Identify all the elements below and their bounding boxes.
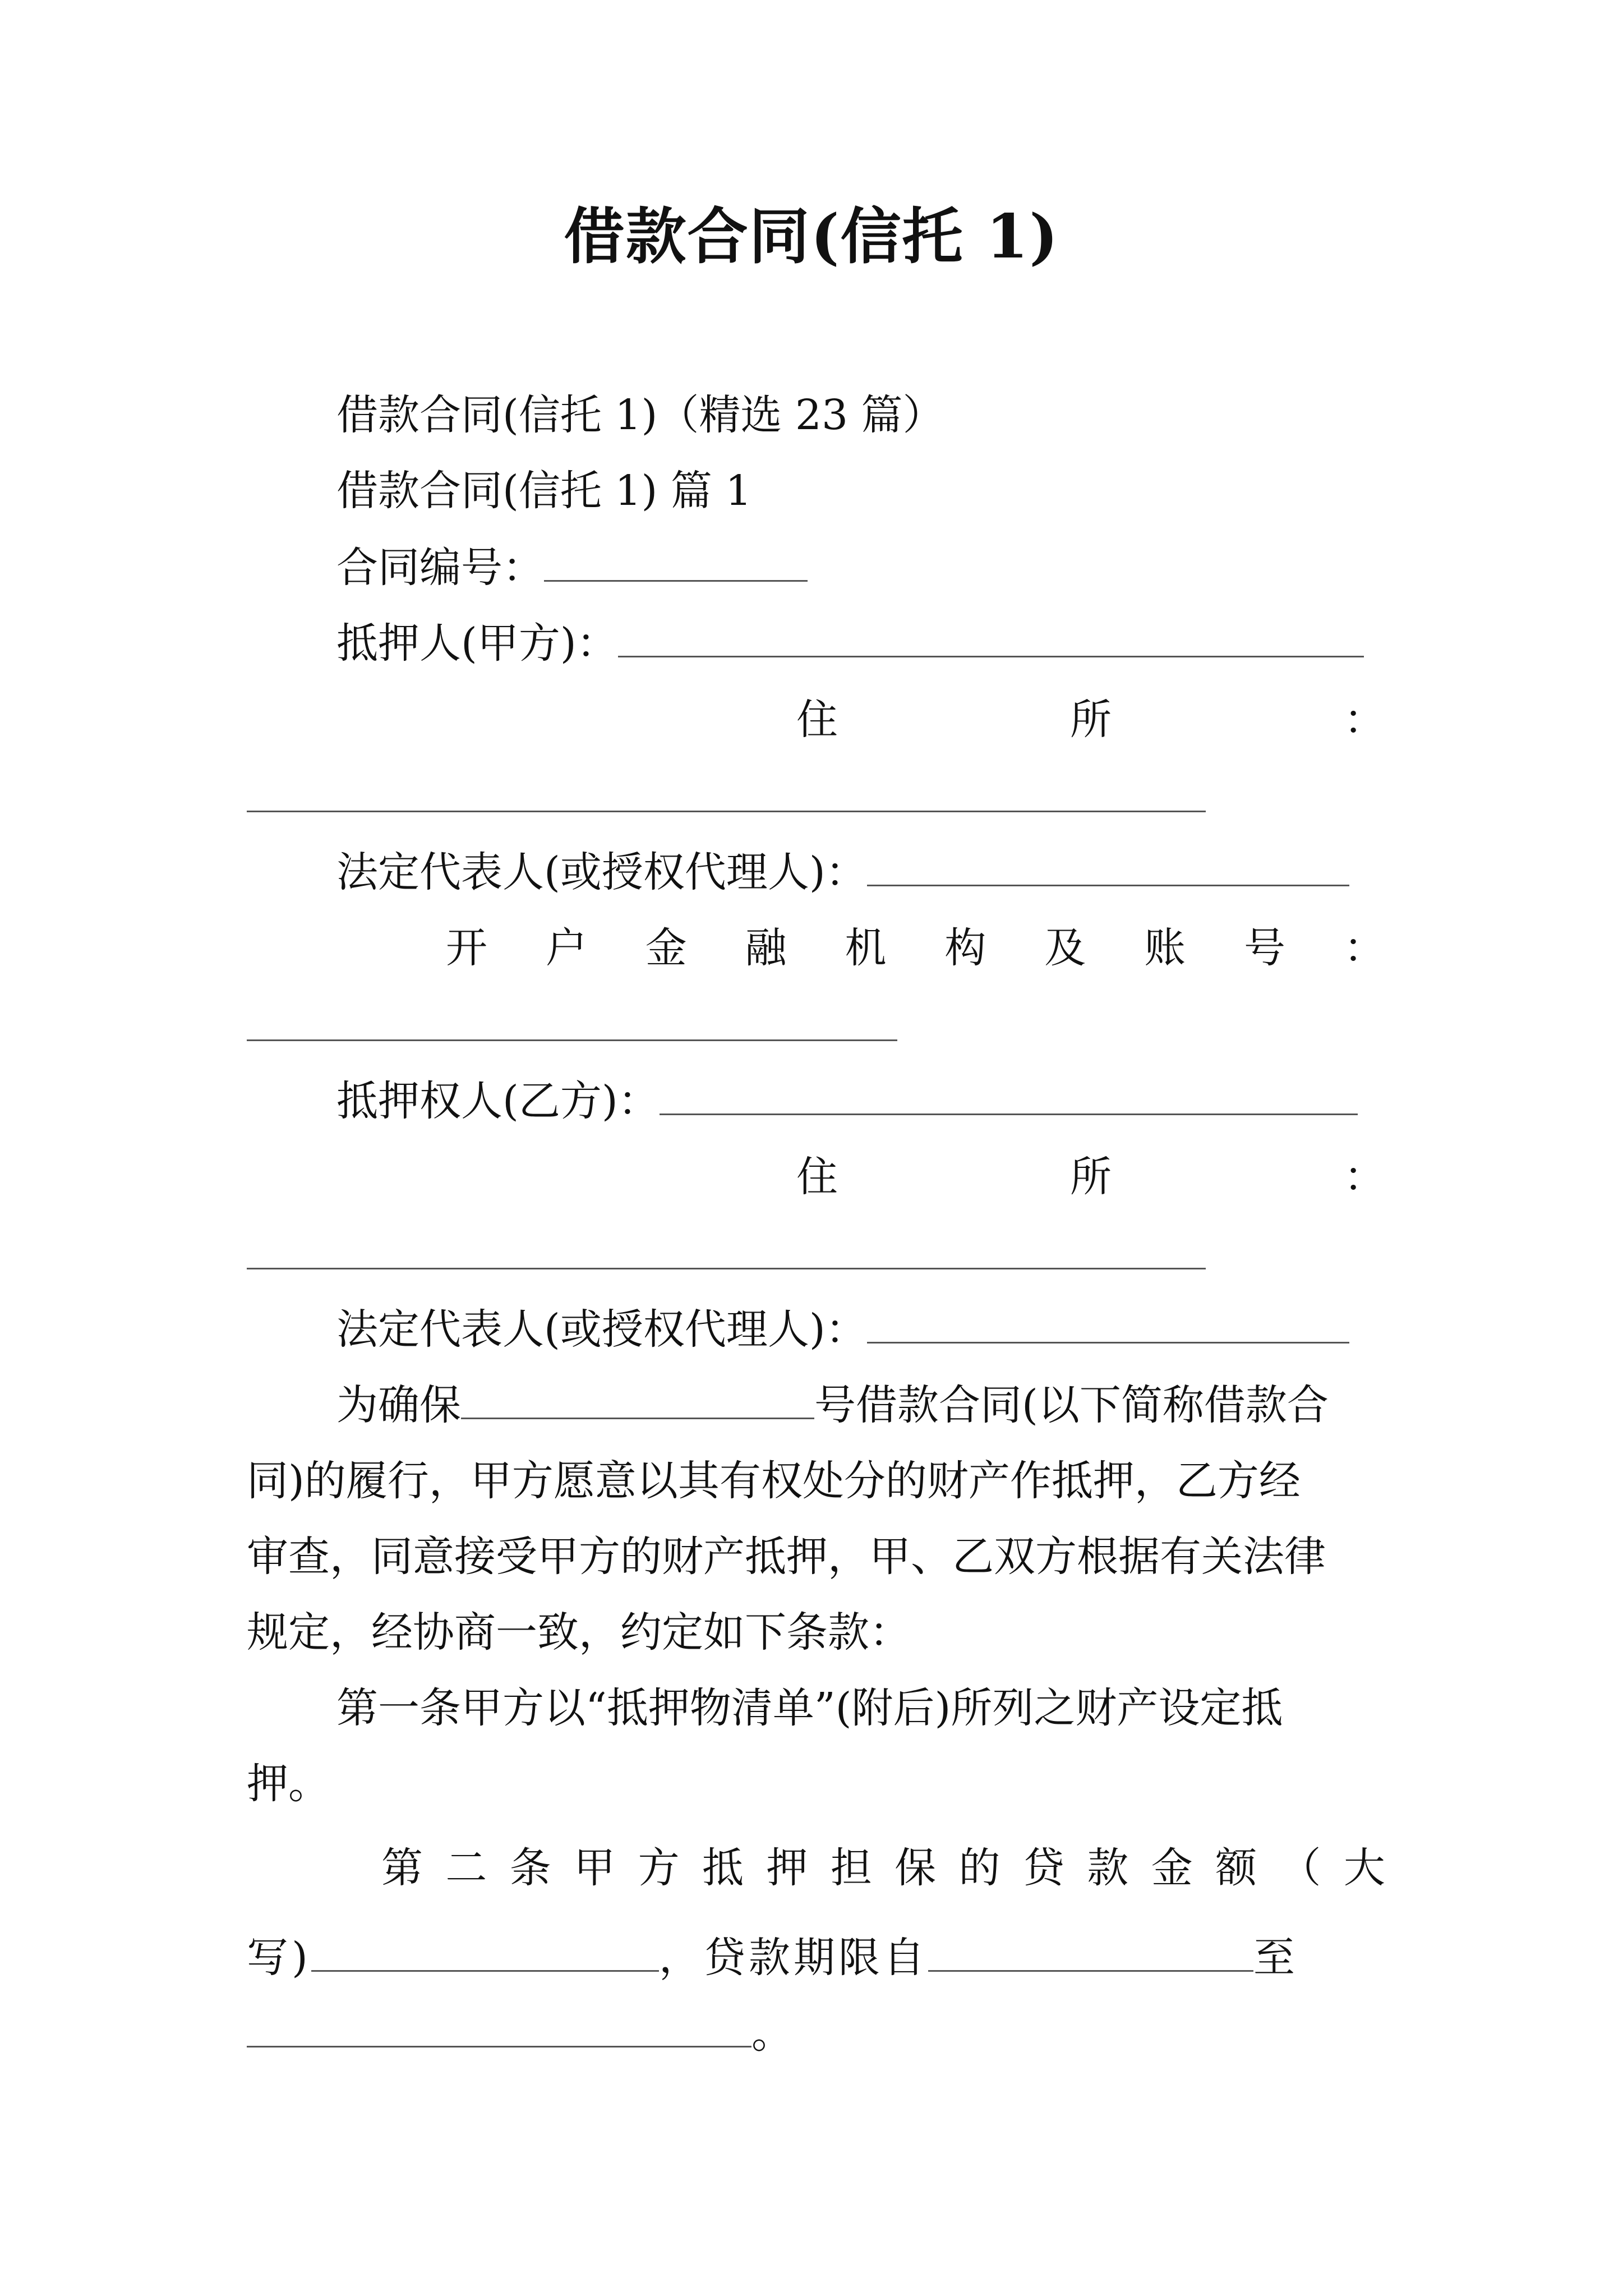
body-para1-line1 [336,1377,1329,1433]
mortgagor-blank [618,621,1364,657]
document-subtitle: 借款合同(信托 1)（精选 23 篇） [336,391,944,439]
address-blank-1 [247,811,1206,812]
bank-account-char: 机 [845,924,887,972]
bank-account-char: ： [1343,924,1385,972]
article2-char: 贷 [1022,1844,1064,1892]
article2-char: 的 [958,1844,1000,1892]
document-title: 借款合同(信托 1) [564,201,1059,272]
loan-amount-blank [311,1935,659,1972]
address-row-2 [796,1149,1385,1205]
article2-char: 额 [1215,1844,1257,1892]
article2-char: 二 [445,1844,487,1892]
article2-char: 担 [830,1844,872,1892]
address-char: 住 [796,1153,838,1201]
para-text: 至 [1253,1934,1298,1982]
mortgagee-row [336,1073,1358,1129]
legal-rep-blank [867,850,1349,886]
article2-char: 保 [895,1844,937,1892]
contract-number-label: 合同编号： [336,544,544,592]
bank-account-blank [247,1039,897,1041]
section-heading: 借款合同(信托 1) 篇 1 [336,467,752,515]
legal-rep-blank [867,1307,1349,1343]
address-char: 所 [1070,1153,1112,1201]
bank-account-char: 融 [745,924,787,972]
article2-line1 [381,1840,1385,1896]
loan-term-start-blank [928,1935,1253,1972]
bank-account-char: 开 [446,924,487,972]
article1-line2: 押。 [247,1760,330,1808]
article2-char: 款 [1087,1844,1129,1892]
body-para1-line3: 审查，同意接受甲方的财产抵押，甲、乙双方根据有关法律 [247,1533,1326,1581]
address-char: ： [1344,1153,1385,1201]
article2-char: 大 [1343,1844,1385,1892]
article2-char: 甲 [574,1844,616,1892]
bank-account-char: 号 [1244,924,1285,972]
contract-number-row [336,540,808,596]
loan-term-end-blank [247,2011,751,2047]
para-text: 。 [751,2009,793,2058]
legal-rep-row-2 [336,1301,1349,1358]
loan-contract-no-blank [461,1383,814,1419]
mortgagor-label: 抵押人(甲方)： [336,619,618,668]
legal-rep-label: 法定代表人(或授权代理人)： [336,848,867,896]
article2-char: 条 [509,1844,551,1892]
article2-line3 [247,2005,793,2062]
article1-line1: 第一条甲方以“抵押物清单”(附后)所列之财产设定抵 [336,1684,1283,1732]
bank-account-char: 构 [944,924,986,972]
article2-char: 第 [381,1844,423,1892]
para-text: 号借款合同(以下简称借款合 [814,1381,1329,1429]
article2-line2 [247,1930,1298,1986]
article2-char: 金 [1151,1844,1193,1892]
article2-char: 抵 [702,1844,744,1892]
article2-char: 押 [766,1844,808,1892]
para-text: ，贷款期限自 [658,1934,928,1982]
article2-char: 方 [638,1844,680,1892]
article2-char: （ [1279,1844,1321,1892]
bank-account-char: 及 [1044,924,1086,972]
bank-account-char: 账 [1144,924,1186,972]
body-para1-line2: 同)的履行，甲方愿意以其有权处分的财产作抵押，乙方经 [247,1457,1301,1505]
address-row-1 [796,692,1385,748]
contract-number-blank [544,545,808,582]
address-char: 所 [1070,696,1112,744]
legal-rep-row-1 [336,844,1349,900]
para-text: 为确保 [336,1381,461,1429]
legal-rep-label: 法定代表人(或授权代理人)： [336,1305,867,1354]
address-blank-2 [247,1268,1206,1269]
bank-account-char: 金 [645,924,687,972]
para-text: 写) [247,1934,311,1982]
mortgagee-label: 抵押权人(乙方)： [336,1077,660,1125]
mortgagee-blank [660,1079,1358,1115]
bank-account-char: 户 [545,924,587,972]
address-char: ： [1344,696,1385,744]
body-para1-line4: 规定，经协商一致，约定如下条款： [247,1608,911,1657]
address-char: 住 [796,696,838,744]
mortgagor-row [336,615,1364,671]
bank-account-row [446,920,1385,976]
